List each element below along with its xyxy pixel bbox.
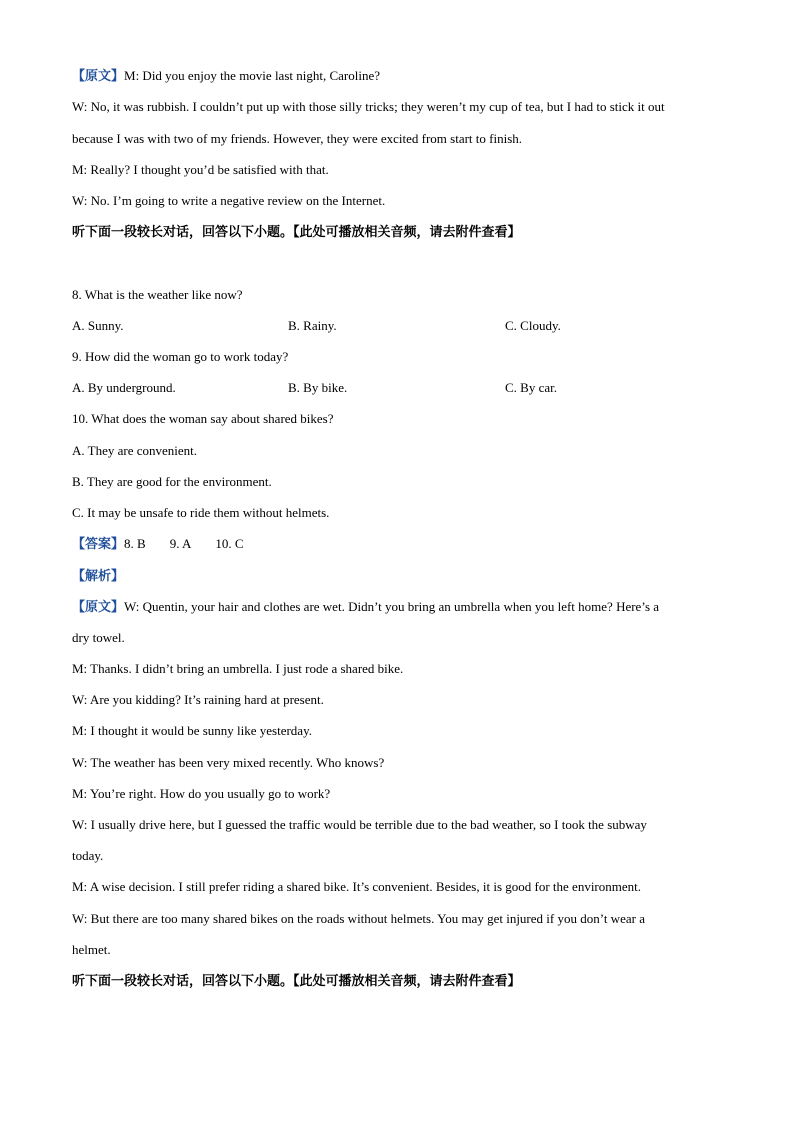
question-10-option-a: A. They are convenient.: [72, 443, 198, 458]
transcript2-line: helmet.: [72, 942, 111, 957]
question-10-stem: 10. What does the woman say about shared bikes?: [72, 411, 334, 426]
listening-instruction: 听下面一段较长对话，回答以下小题。【此处可播放相关音频，请去附件查看】: [72, 224, 521, 239]
transcript2-line: W: But there are too many shared bikes on the roads without helmets. You may get injured if you don’t wear a: [72, 911, 645, 926]
question-9-option-c: C. By car.: [505, 380, 557, 395]
analysis-tag: 【解析】: [72, 568, 125, 583]
transcript2-line: dry towel.: [72, 630, 125, 645]
transcript2-line: W: The weather has been very mixed recently. Who knows?: [72, 755, 385, 770]
transcript2-line: W: I usually drive here, but I guessed the traffic would be terrible due to the bad weather, so I took the subway: [72, 817, 647, 832]
transcript2-line: W: Are you kidding? It’s raining hard at present.: [72, 692, 324, 707]
transcript2-line: M: Thanks. I didn’t bring an umbrella. I just rode a shared bike.: [72, 661, 404, 676]
question-9-option-a: A. By underground.: [72, 380, 176, 395]
transcript-line-4: M: Really? I thought you’d be satisfied with that.: [72, 162, 329, 177]
question-10-option-c: C. It may be unsafe to ride them without helmets.: [72, 505, 330, 520]
question-8-stem: 8. What is the weather like now?: [72, 287, 243, 302]
answer-item: 10. C: [215, 536, 244, 551]
question-8-option-b: B. Rainy.: [288, 318, 337, 333]
transcript-line-1: [72, 68, 722, 84]
analysis-line: [72, 568, 722, 584]
transcript-line-2: W: No, it was rubbish. I couldn’t put up with those silly tricks; they weren’t my cup of tea, but I had to stick it out: [72, 99, 665, 114]
transcript-line-3: because I was with two of my friends. However, they were excited from start to finish.: [72, 131, 523, 146]
answer-line: [72, 536, 722, 552]
answer-item: 9. A: [169, 536, 192, 551]
transcript-text: M: Did you enjoy the movie last night, Caroline?: [124, 68, 381, 83]
answer-item: 8. B: [124, 536, 146, 551]
transcript2-line: M: You’re right. How do you usually go to work?: [72, 786, 331, 801]
original-text-tag: 【原文】: [72, 68, 125, 83]
transcript-text: W: Quentin, your hair and clothes are wet. Didn’t you bring an umbrella when you left home? Here’s a: [124, 599, 660, 614]
answer-tag: 【答案】: [72, 536, 125, 551]
transcript2-line-1: [72, 599, 722, 615]
question-10-option-b: B. They are good for the environment.: [72, 474, 272, 489]
question-8-option-a: A. Sunny.: [72, 318, 124, 333]
listening-instruction: 听下面一段较长对话，回答以下小题。【此处可播放相关音频，请去附件查看】: [72, 973, 521, 988]
transcript2-line: today.: [72, 848, 104, 863]
question-9-option-b: B. By bike.: [288, 380, 348, 395]
question-8-option-c: C. Cloudy.: [505, 318, 561, 333]
question-9-stem: 9. How did the woman go to work today?: [72, 349, 289, 364]
transcript-line-5: W: No. I’m going to write a negative review on the Internet.: [72, 193, 386, 208]
transcript2-line: M: I thought it would be sunny like yesterday.: [72, 723, 312, 738]
original-text-tag: 【原文】: [72, 599, 125, 614]
transcript2-line: M: A wise decision. I still prefer riding a shared bike. It’s convenient. Besides, it is good for the environment.: [72, 879, 641, 894]
